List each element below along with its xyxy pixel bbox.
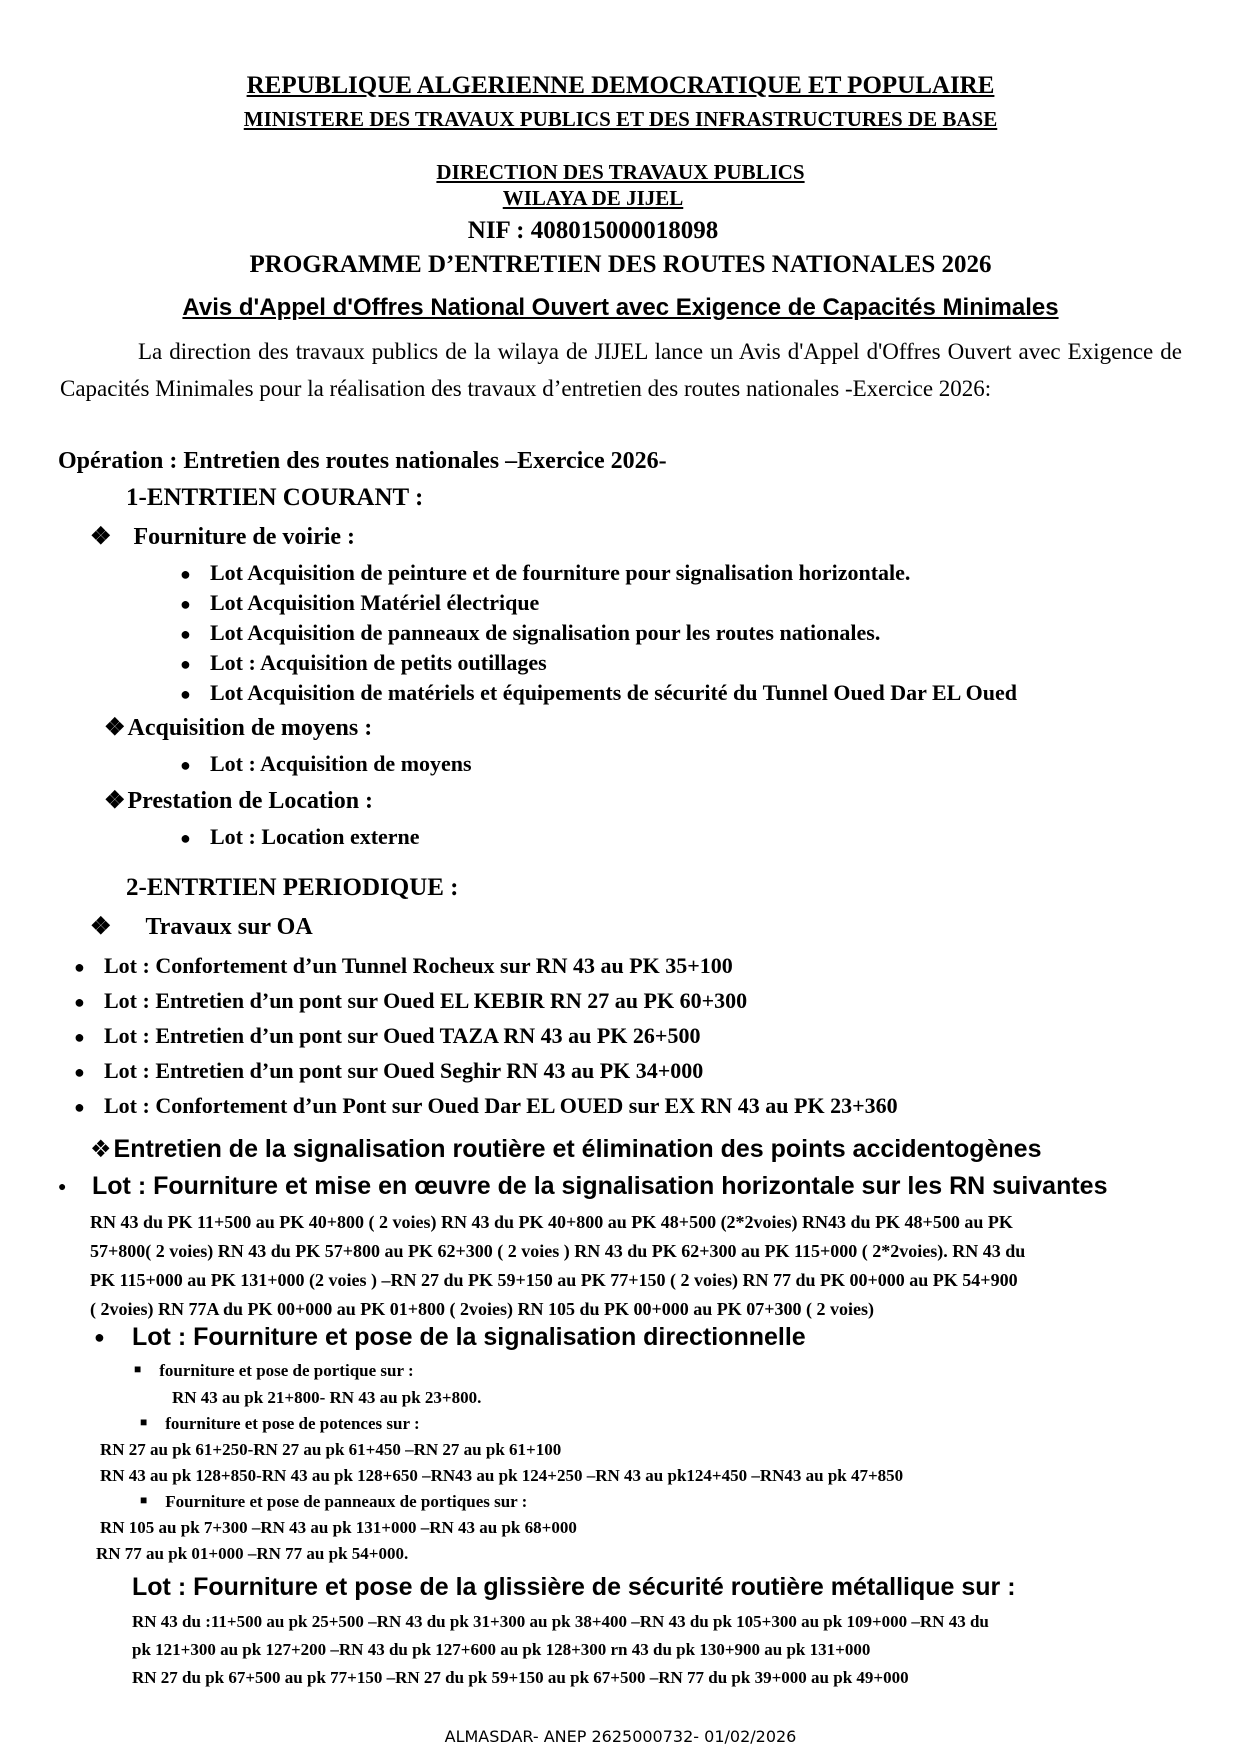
list-item: ● Lot : Confortement d’un Tunnel Rocheux sur RN 43 au PK 35+100 [74, 953, 733, 978]
list-item: ● Lot : Entretien d’un pont sur Oued Seghir RN 43 au PK 34+000 [74, 1058, 704, 1083]
potences-heading: ■ fourniture et pose de potences sur : [140, 1414, 420, 1433]
bullet-icon: ● [74, 1027, 85, 1047]
wilaya-title: WILAYA DE JIJEL [502, 186, 684, 210]
bullet-icon: ● [74, 1097, 85, 1117]
directional-lot: ● Lot : Fourniture et pose de la signalisation directionnelle [94, 1323, 806, 1351]
list-item: ● Lot : Location externe [180, 824, 420, 849]
horizontal-lot: ● Lot : Fourniture et mise en œuvre de la signalisation horizontale sur les RN suivantes [58, 1172, 1108, 1200]
bullet-icon: ● [74, 957, 85, 977]
bullet-icon: ● [180, 624, 191, 644]
portique-heading: ■ fourniture et pose de portique sur : [134, 1361, 414, 1380]
bullet-icon: ● [74, 992, 85, 1012]
bullet-icon: ● [180, 594, 191, 614]
list-item: ● Lot : Acquisition de moyens [180, 751, 472, 776]
republic-title: REPUBLIQUE ALGERIENNE DEMOCRATIQUE ET POPULAIRE [246, 72, 995, 99]
potences-line: RN 27 au pk 61+250-RN 27 au pk 61+450 –RN 27 au pk 61+100 [100, 1440, 562, 1459]
ministry-title: MINISTERE DES TRAVAUX PUBLICS ET DES INFRASTRUCTURES DE BASE [243, 107, 998, 131]
list-item: ● Lot Acquisition de matériels et équipements de sécurité du Tunnel Oued Dar EL Oued [180, 680, 1017, 705]
square-bullet-icon: ■ [140, 1415, 148, 1429]
list-item: ● Lot : Confortement d’un Pont sur Oued Dar EL OUED sur EX RN 43 au PK 23+360 [74, 1093, 898, 1118]
portique-line: RN 43 au pk 21+800- RN 43 au pk 23+800. [172, 1388, 482, 1407]
list-item: ● Lot : Entretien d’un pont sur Oued EL KEBIR RN 27 au PK 60+300 [74, 988, 748, 1013]
operation-line: Opération : Entretien des routes nationales –Exercice 2026- [58, 448, 667, 474]
section1-title: 1-ENTRTIEN COURANT : [126, 484, 424, 511]
diamond-bullet-icon: ❖ [104, 788, 126, 814]
list-item: ● Lot : Acquisition de petits outillages [180, 650, 547, 675]
moyens-title: Acquisition de moyens : [127, 715, 373, 741]
diamond-bullet-icon: ❖ [90, 914, 112, 940]
diamond-bullet-icon: ❖ [90, 1136, 112, 1163]
horizontal-lines: RN 43 du PK 11+500 au PK 40+800 ( 2 voies) RN 43 du PK 40+800 au PK 48+500 (2*2voies) RN43 du PK 48+500 au PK 57+800( 2 voies) RN 43 du PK 57+800 au PK 62+300 ( 2 voies ) RN 43 du PK 62+300 au PK 115+000 ( 2*2voies). RN 43 du PK 115+000 au PK 131+000 (2 voies ) –RN 27 du PK 59+150 au PK 77+150 ( 2 voies) RN 77 du PK 00+000 au PK 54+900 ( 2voies) RN 77A du PK 00+000 au PK 01+800 ( 2voies) RN 105 du PK 00+000 au PK 07+300 ( 2 voies) [90, 1212, 1026, 1319]
panneaux-heading: ■ Fourniture et pose de panneaux de portiques sur : [140, 1492, 528, 1511]
direction-title: DIRECTION DES TRAVAUX PUBLICS [436, 160, 805, 184]
list-item: ● Lot Acquisition de peinture et de fourniture pour signalisation horizontale. [180, 560, 911, 585]
bullet-icon: ● [180, 564, 191, 584]
list-item: ● Lot Acquisition de panneaux de signalisation pour les routes nationales. [180, 620, 881, 645]
bullet-icon: ● [180, 654, 191, 674]
list-item: ● Lot : Entretien d’un pont sur Oued TAZA RN 43 au PK 26+500 [74, 1023, 701, 1048]
bullet-icon: ● [74, 1062, 85, 1082]
bullet-icon: ● [58, 1178, 67, 1194]
location-heading [104, 786, 373, 815]
section2-title: 2-ENTRTIEN PERIODIQUE : [126, 874, 459, 901]
oa-heading [90, 912, 313, 941]
programme-title: PROGRAMME D’ENTRETIEN DES ROUTES NATIONALES 2026 [249, 251, 992, 278]
bullet-icon: ● [180, 828, 191, 848]
avis-title: Avis d'Appel d'Offres National Ouvert avec Exigence de Capacités Minimales [182, 294, 1059, 321]
footer-reference: ALMASDAR- ANEP 2625000732- 01/02/2026 [444, 1727, 797, 1746]
bullet-icon: ● [94, 1327, 105, 1347]
bullet-icon: ● [180, 684, 191, 704]
fourniture-title: Fourniture de voirie : [133, 524, 356, 550]
panneaux-line: RN 105 au pk 7+300 –RN 43 au pk 131+000 –RN 43 au pk 68+000 [100, 1518, 577, 1537]
location-title: Prestation de Location : [127, 788, 374, 814]
signal-title: Entretien de la signalisation routière et élimination des points accidentogènes [113, 1135, 1042, 1163]
square-bullet-icon: ■ [140, 1493, 148, 1507]
bullet-icon: ● [180, 755, 191, 775]
glissiere-lot: Lot : Fourniture et pose de la glissière de sécurité routière métallique sur : [132, 1573, 1016, 1601]
fourniture-heading [90, 522, 355, 551]
glissiere-lines: RN 43 du :11+500 au pk 25+500 –RN 43 du pk 31+300 au pk 38+400 –RN 43 du pk 105+300 au pk 109+000 –RN 43 du pk 121+300 au pk 127+200 –RN 43 du pk 127+600 au pk 128+300 rn 43 du pk 130+900 au pk 131+000 RN 27 du pk 67+500 au pk 77+150 –RN 27 du pk 59+150 au pk 67+500 –RN 77 du pk 39+000 au pk 49+000 [132, 1612, 989, 1687]
oa-title: Travaux sur OA [145, 914, 313, 940]
nif-line: NIF : 408015000018098 [467, 217, 719, 244]
intro-text: La direction des travaux publics de la wilaya de JIJEL lance un Avis d'Appel d'Offres Ouvert avec Exigence de Capacités Minimales pour la réalisation des travaux d’entretien des routes nationales -Exercice 2026: [60, 339, 1182, 401]
list-item: ● Lot Acquisition Matériel électrique [180, 590, 540, 615]
square-bullet-icon: ■ [134, 1362, 142, 1376]
moyens-heading [104, 713, 372, 742]
diamond-bullet-icon: ❖ [90, 524, 112, 550]
intro-paragraph [60, 333, 1182, 407]
signal-heading [90, 1135, 1042, 1164]
panneaux-line: RN 77 au pk 01+000 –RN 77 au pk 54+000. [96, 1544, 409, 1563]
diamond-bullet-icon: ❖ [104, 715, 126, 741]
potences-line: RN 43 au pk 128+850-RN 43 au pk 128+650 –RN43 au pk 124+250 –RN 43 au pk124+450 –RN43 au pk 47+850 [100, 1466, 904, 1485]
